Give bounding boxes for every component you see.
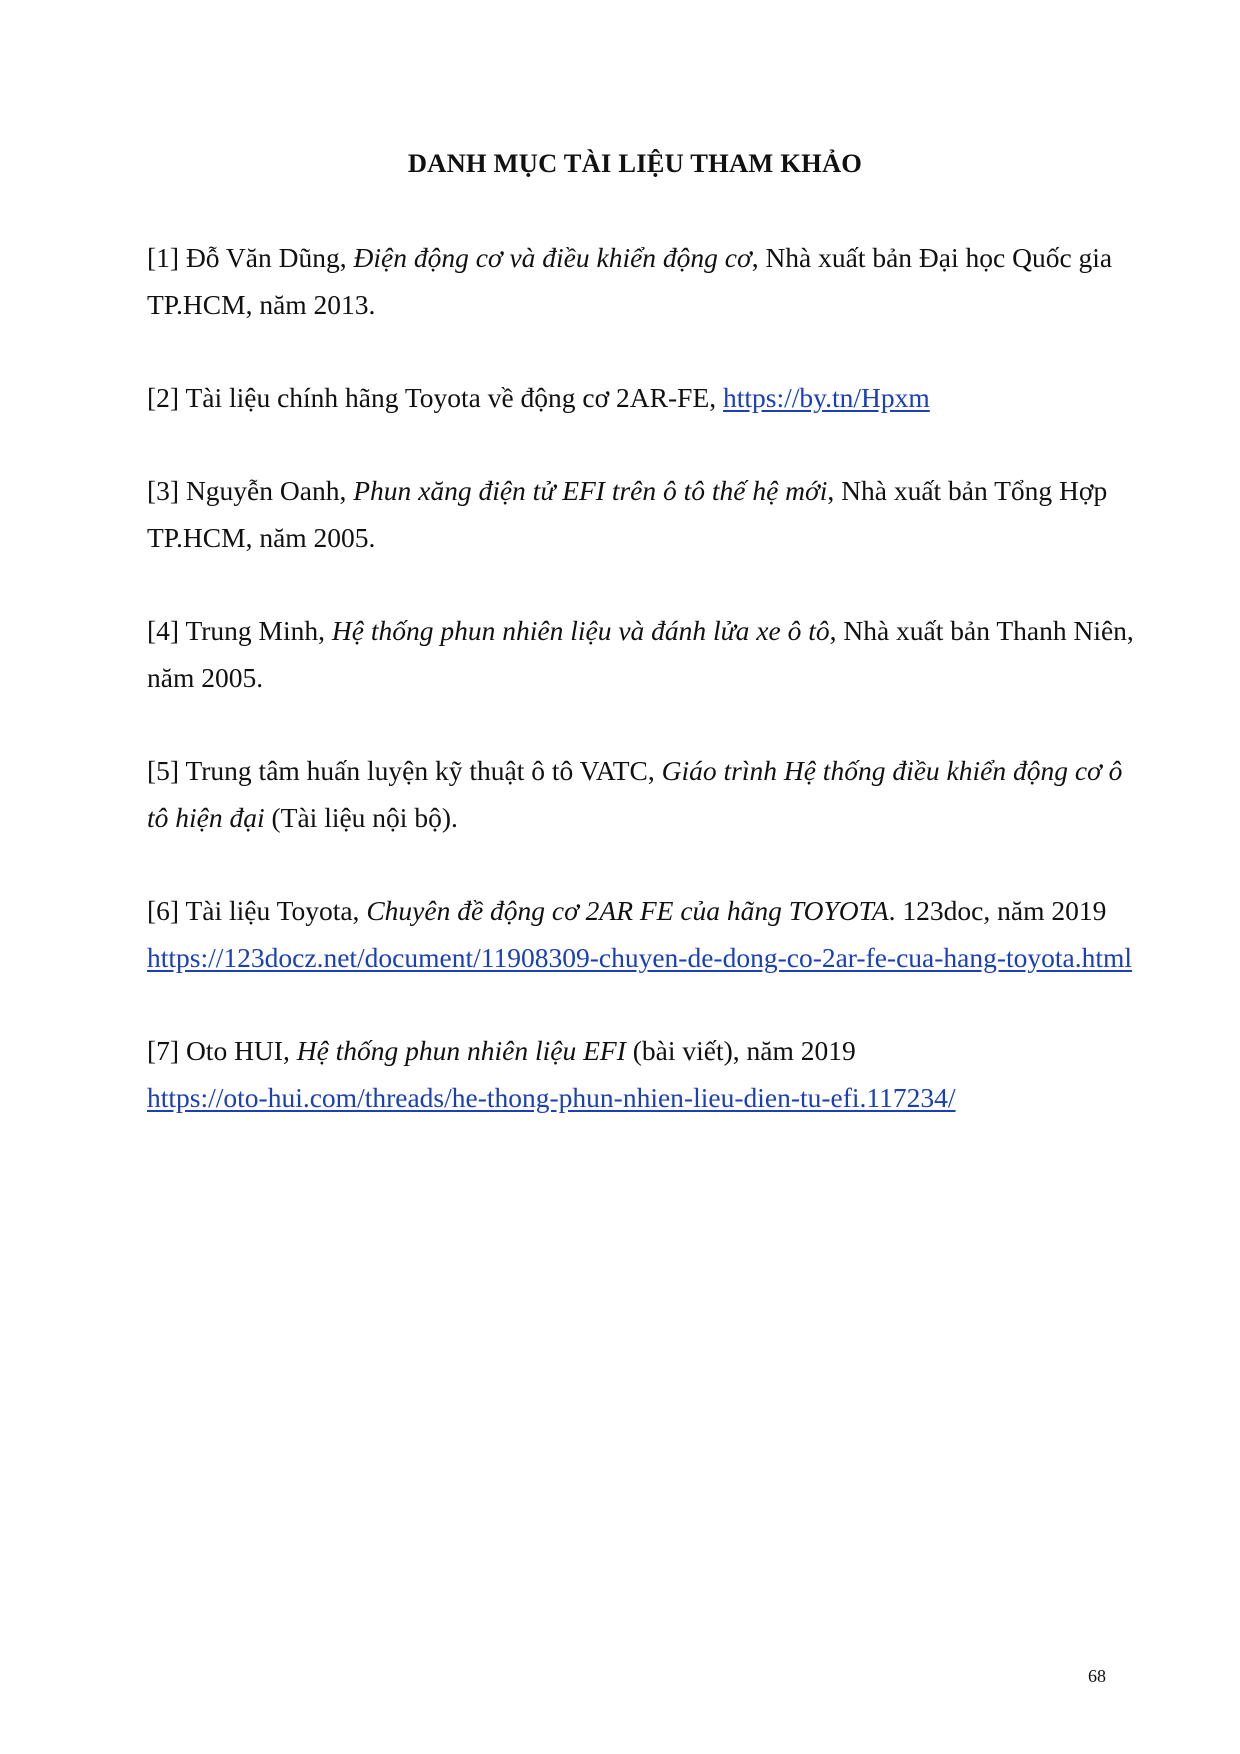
reference-text: , Nhà xuất bản Tổng Hợp TP.HCM, năm 2005.	[147, 475, 1108, 553]
reference-title: Hệ thống phun nhiên liệu và đánh lửa xe ô tô	[331, 615, 830, 646]
reference-text: [2] Tài liệu chính hãng Toyota về động cơ 2AR-FE,	[147, 382, 724, 413]
reference-6	[147, 887, 1137, 981]
reference-list	[147, 234, 1137, 1167]
reference-text: (bài viết), năm 2019	[625, 1035, 856, 1066]
reference-title: Chuyên đề động cơ 2AR FE của hãng TOYOTA	[366, 895, 889, 926]
reference-text: [7] Oto HUI,	[147, 1035, 297, 1066]
page-title: DANH MỤC TÀI LIỆU THAM KHẢO	[407, 148, 863, 178]
reference-2	[147, 374, 1137, 421]
reference-text: [4] Trung Minh,	[147, 615, 332, 646]
reference-link[interactable]: https://by.tn/Hpxm	[723, 382, 930, 413]
reference-text: , Nhà xuất bản Đại học Quốc gia TP.HCM, năm 2013.	[147, 242, 1113, 320]
reference-7	[147, 1027, 1137, 1121]
reference-text: . 123doc, năm 2019	[888, 895, 1107, 926]
reference-3	[147, 467, 1137, 561]
reference-1	[147, 234, 1137, 328]
reference-5	[147, 747, 1137, 841]
page-number: 68	[1088, 1666, 1106, 1686]
reference-text: [3] Nguyễn Oanh,	[147, 475, 354, 506]
reference-title: Giáo trình Hệ thống điều khiển động cơ ô tô hiện đại	[147, 755, 1123, 833]
reference-text: (Tài liệu nội bộ).	[264, 802, 458, 833]
reference-link[interactable]: https://oto-hui.com/threads/he-thong-phun-nhien-lieu-dien-tu-efi.117234/	[147, 1082, 956, 1113]
reference-title: Điện động cơ và điều khiển động cơ	[353, 242, 752, 273]
reference-text: [1] Đỗ Văn Dũng,	[147, 242, 354, 273]
reference-4	[147, 607, 1137, 701]
reference-link[interactable]: https://123docz.net/document/11908309-chuyen-de-dong-co-2ar-fe-cua-hang-toyota.html	[147, 942, 1133, 973]
reference-text: , Nhà xuất bản Thanh Niên, năm 2005.	[147, 615, 1134, 693]
reference-title: Hệ thống phun nhiên liệu EFI	[296, 1035, 626, 1066]
reference-title: Phun xăng điện tử EFI trên ô tô thế hệ mới	[353, 475, 828, 506]
reference-text: [5] Trung tâm huấn luyện kỹ thuật ô tô VATC,	[147, 755, 662, 786]
reference-text: [6] Tài liệu Toyota,	[147, 895, 367, 926]
